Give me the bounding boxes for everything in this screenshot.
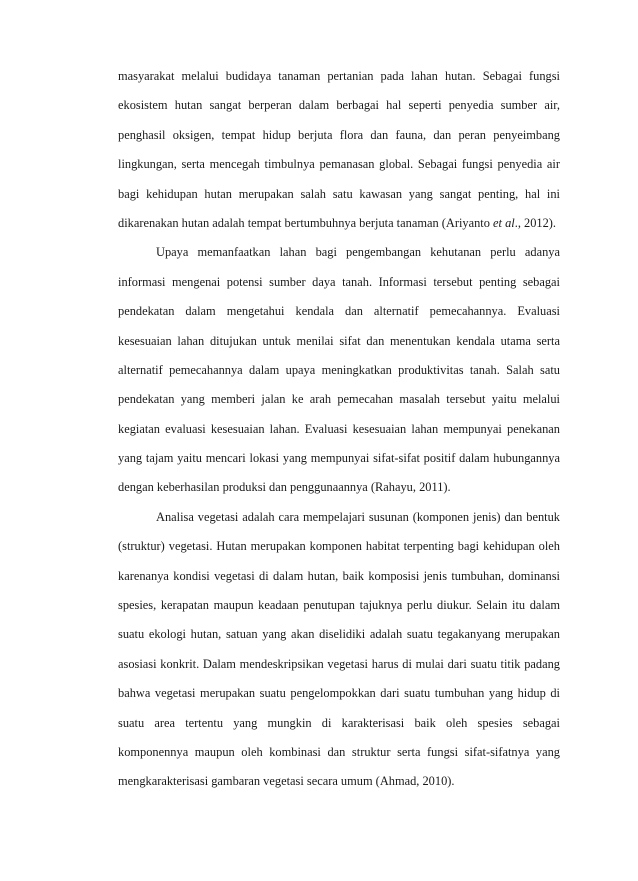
paragraph-2-line-7: kegiatan evaluasi kesesuaian lahan. Evaluasi kesesuaian lahan mempunyai penekanan xyxy=(118,421,560,436)
paragraph-3-line-1: Analisa vegetasi adalah cara mempelajari susunan (komponen jenis) dan bentuk xyxy=(156,509,560,524)
paragraph-2-line-3: pendekatan dalam mengetahui kendala dan alternatif pemecahannya. Evaluasi xyxy=(118,304,560,319)
paragraph-2-line-2: informasi mengenai potensi sumber daya tanah. Informasi tersebut penting sebagai xyxy=(118,274,560,289)
paragraph-1-line-5: bagi kehidupan hutan merupakan salah satu kawasan yang sangat penting, hal ini xyxy=(118,186,560,201)
citation-italic-text: et al xyxy=(493,215,515,230)
paragraph-3-line-4: spesies, kerapatan maupun keadaan penutupan tajuknya perlu diukur. Selain itu dalam xyxy=(118,598,560,613)
paragraph-3-line-8: suatu area tertentu yang mungkin di karakterisasi baik oleh spesies sebagai xyxy=(118,715,560,730)
paragraph-3-line-7: bahwa vegetasi merupakan suatu pengelompokkan dari suatu tumbuhan yang hidup di xyxy=(118,686,560,701)
paragraph-1-line-2: ekosistem hutan sangat berperan dalam berbagai hal seperti penyedia sumber air, xyxy=(118,98,560,113)
paragraph-2-line-6: pendekatan yang memberi jalan ke arah pemecahan masalah tersebut yaitu melalui xyxy=(118,392,560,407)
paragraph-2-line-5: alternatif pemecahannya dalam upaya meningkatkan produktivitas tanah. Salah satu xyxy=(118,362,560,377)
paragraph-1-line-4: lingkungan, serta mencegah timbulnya pemanasan global. Sebagai fungsi penyedia air xyxy=(118,157,560,172)
paragraph-2-line-4: kesesuaian lahan ditujukan untuk menilai sifat dan menentukan kendala utama serta xyxy=(118,333,560,348)
paragraph-1-line-3: penghasil oksigen, tempat hidup berjuta flora dan fauna, dan peran penyeimbang xyxy=(118,127,560,142)
paragraph-3-line-9: komponennya maupun oleh kombinasi dan struktur serta fungsi sifat-sifatnya yang xyxy=(118,744,560,759)
paragraph-3-line-3: karenanya kondisi vegetasi di dalam hutan, baik komposisi jenis tumbuhan, dominansi xyxy=(118,568,560,583)
paragraph-3-line-5: suatu ekologi hutan, satuan yang akan diselidiki adalah suatu tegakanyang merupakan xyxy=(118,627,560,642)
paragraph-1-line-6 xyxy=(118,209,560,238)
paragraph-1-line-1: masyarakat melalui budidaya tanaman pertanian pada lahan hutan. Sebagai fungsi xyxy=(118,69,560,83)
paragraph-3-line-2: (struktur) vegetasi. Hutan merupakan komponen habitat terpenting bagi kehidupan oleh xyxy=(118,539,560,554)
paragraph-3-line-6: asosiasi konkrit. Dalam mendeskripsikan vegetasi harus di mulai dari suatu titik padang xyxy=(118,656,560,671)
paragraph-2-line-1: Upaya memanfaatkan lahan bagi pengembangan kehutanan perlu adanya xyxy=(156,245,560,260)
paragraph-2-line-8: yang tajam yaitu mencari lokasi yang mempunyai sifat-sifat positif dalam hubungannya xyxy=(118,451,560,466)
body-text xyxy=(118,62,560,797)
paragraph-2-line-9: dengan keberhasilan produksi dan penggunaannya (Rahayu, 2011). xyxy=(118,480,451,495)
citation-tail-text: ., 2012). xyxy=(514,215,557,230)
paragraph-3-line-10: mengkarakterisasi gambaran vegetasi secara umum (Ahmad, 2010). xyxy=(118,774,455,789)
citation-lead-text: dikarenakan hutan adalah tempat bertumbuhnya berjuta tanaman (Ariyanto xyxy=(118,215,494,230)
